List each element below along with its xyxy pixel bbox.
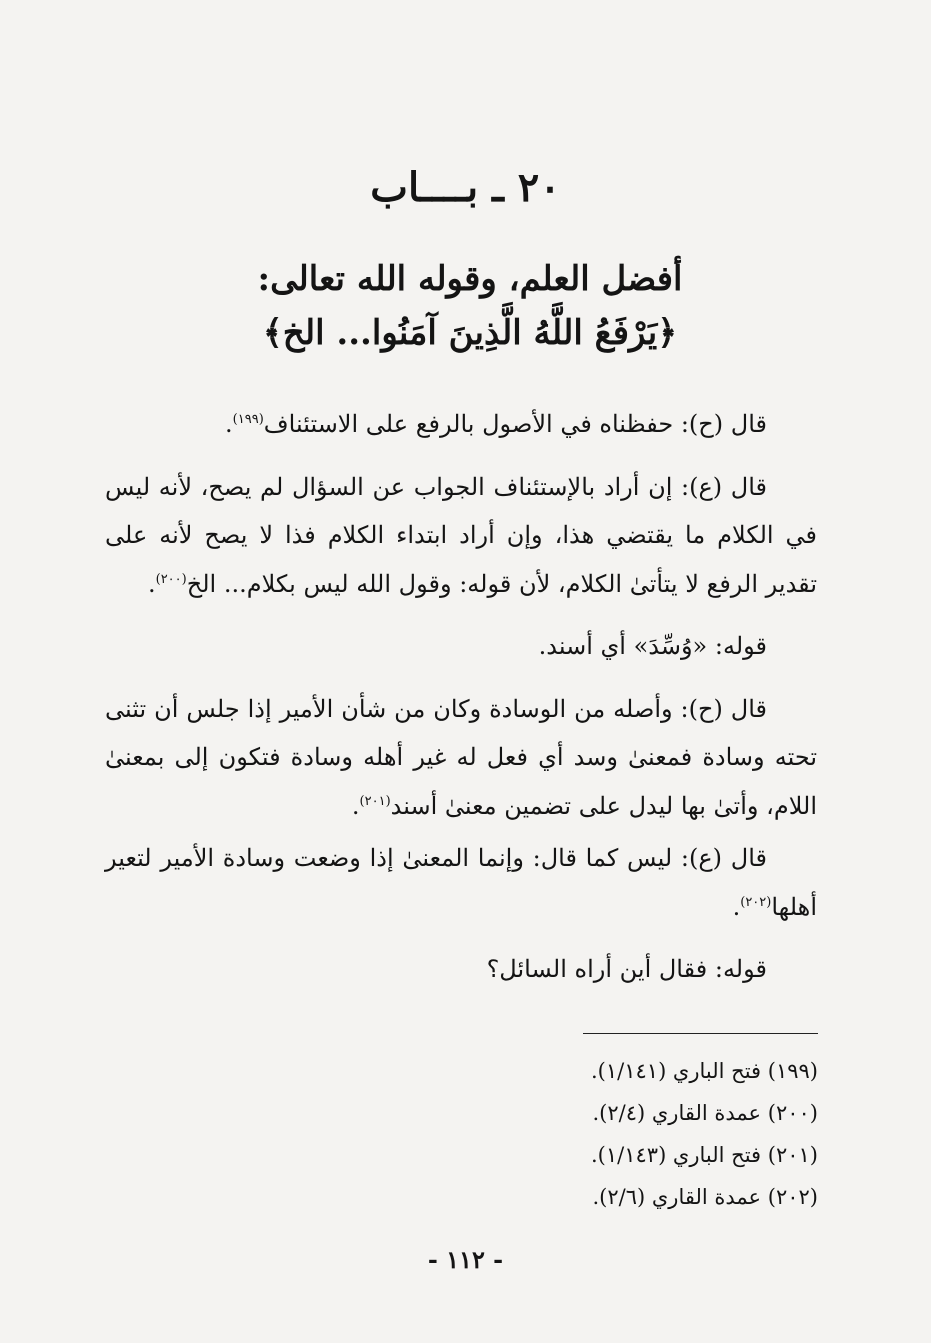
paragraph-text: قال (ح): وأصله من الوسادة وكان من شأن الأمير إذا جلس أن تثنى تحته وسادة فمعنىٰ وسد أي فعل له غير أهله وسادة فتكون إلى بمعنىٰ اللام، وأتىٰ بها ليدل على تضمين معنىٰ أسند [105,694,817,820]
section-title-line-1: أفضل العلم، وقوله الله تعالى: [257,259,683,299]
paragraph [105,463,817,609]
paragraph [105,622,817,671]
footnote-divider [583,1033,818,1034]
paragraph-end: . [147,569,156,598]
paragraph-text: قال (ع): إن أراد بالإستئناف الجواب عن السؤال لم يصح، لأنه ليس في الكلام ما يقتضي هذا، وإن أراد ابتداء الكلام فذا لا يصح لأنه على تقدير الرفع لا يتأتىٰ الكلام، لأن قوله: وقول الله ليس بكلام... الخ [105,472,817,598]
body-text [105,400,817,1008]
footnotes [300,1050,818,1218]
footnote-200: (٢٠٠) عمدة القاري (٢/٤). [592,1101,818,1125]
paragraph-text: قوله: «وُسِّدَ» أي أسند. [538,632,767,660]
footnote-ref: (٢٠٠) [155,571,187,587]
footnote-199: (١٩٩) فتح الباري (١/١٤١). [590,1059,818,1083]
paragraph [105,400,817,449]
paragraph-text: قال (ع): ليس كما قال: وإنما المعنىٰ إذا وضعت وسادة الأمير لتعير أهلها [105,844,817,921]
paragraph-end: . [225,410,233,438]
footnote-201: (٢٠١) فتح الباري (١/١٤٣). [590,1143,818,1167]
paragraph-end: . [732,892,741,921]
footnote-ref: (١٩٩) [232,412,264,427]
paragraph [105,685,817,831]
paragraph [105,834,817,931]
paragraph [105,945,817,994]
paragraph-text: قال (ح): حفظناه في الأصول بالرفع على الاستئناف [263,410,767,438]
footnote-ref: (٢٠١) [359,793,391,809]
page-number: - ١١٢ - [427,1245,504,1274]
quran-verse-title: ﴿يَرْفَعُ اللَّهُ الَّذِينَ آمَنُوا... الخ﴾ [262,313,678,353]
footnote-202: (٢٠٢) عمدة القاري (٢/٦). [592,1185,818,1209]
chapter-heading: ٢٠ ـ بــــاب [370,164,561,211]
paragraph-end: . [351,791,360,820]
paragraph-text: قوله: فقال أين أراه السائل؟ [486,955,767,983]
footnote-ref: (٢٠٢) [740,894,772,910]
section-title [150,252,790,360]
